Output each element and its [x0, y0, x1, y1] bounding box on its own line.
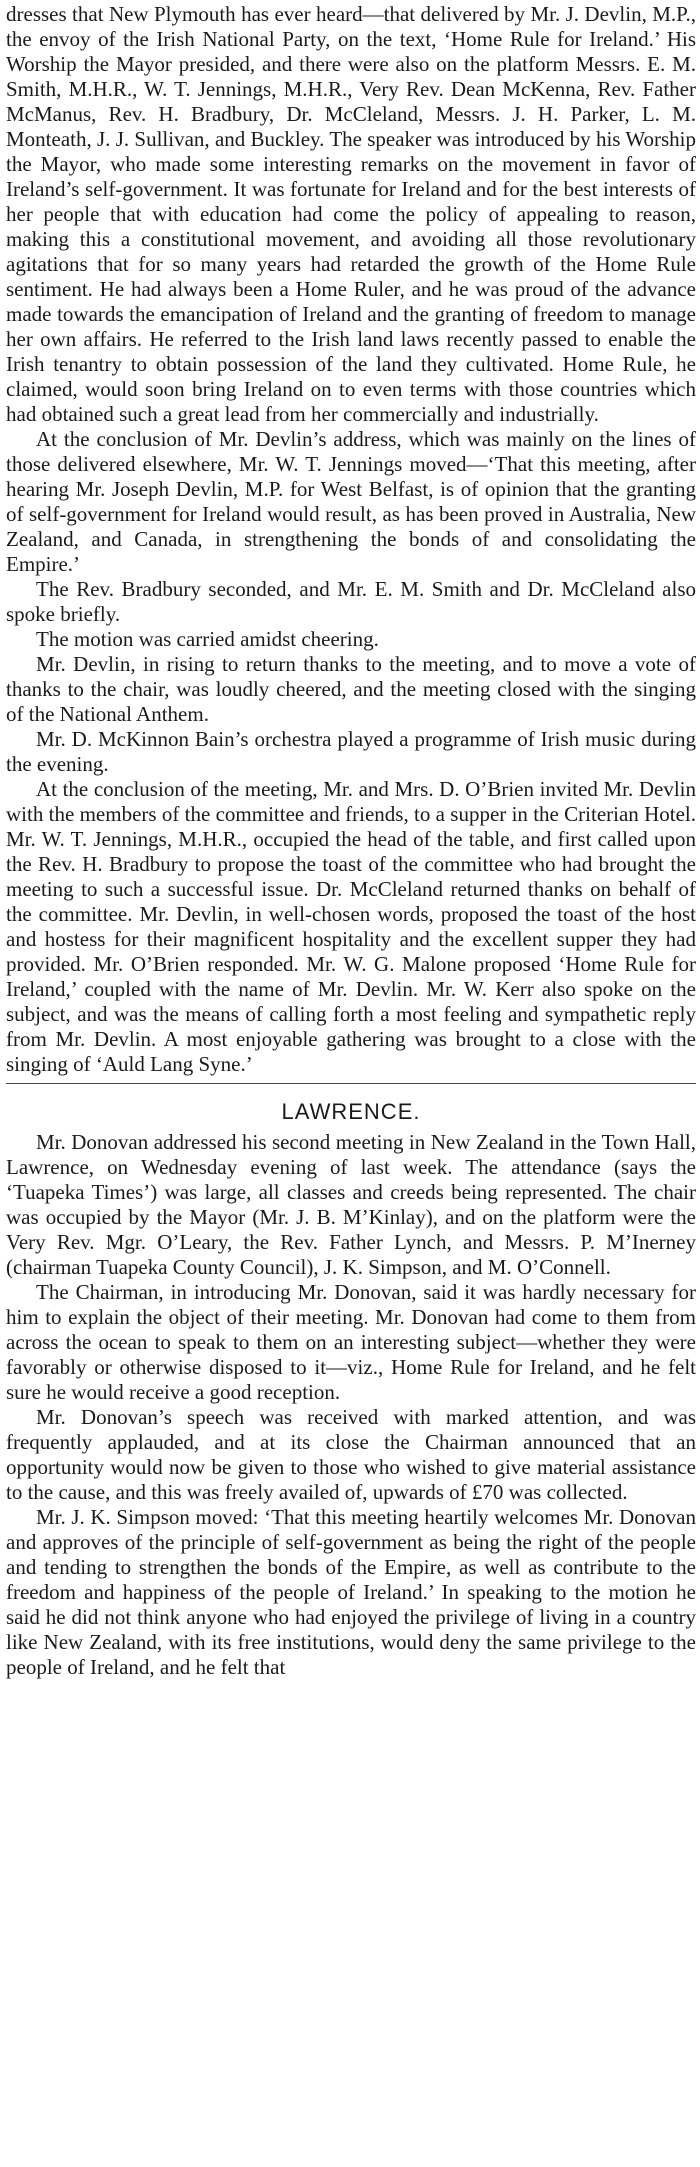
section-heading: LAWRENCE. [281, 1099, 421, 1124]
article-paragraph: Mr. Devlin, in rising to return thanks to the meeting, and to move a vote of thanks to the chair, was loudly cheered, and the meeting closed with the singing of the National Anthem. [6, 652, 696, 726]
section-divider [6, 1083, 696, 1084]
article-paragraph: The Rev. Bradbury seconded, and Mr. E. M. Smith and Dr. McCleland also spoke briefly. [6, 577, 696, 626]
article-lawrence [6, 1130, 696, 1680]
article-paragraph: dresses that New Plymouth has ever heard—that delivered by Mr. J. Devlin, M.P., the envoy of the Irish National Party, on the text, ‘Home Rule for Ireland.’ His Worship the Mayor presided, and there were also on the platform Messrs. E. M. Smith, M.H.R., W. T. Jennings, M.H.R., Very Rev. Dean McKenna, Rev. Father McManus, Rev. H. Bradbury, Dr. McCleland, Messrs. J. H. Parker, L. M. Monteath, J. J. Sullivan, and Buckley. The speaker was introduced by his Worship the Mayor, who made some interesting remarks on the movement in favor of Ireland’s self-government. It was fortunate for Ireland and for the best interests of her people that with education had come the policy of appealing to reason, making this a constitutional movement, and avoiding all those revolutionary agitations that for so many years had retarded the growth of the Home Rule sentiment. He had always been a Home Ruler, and he was proud of the advance made towards the emancipation of Ireland and the granting of freedom to manage her own affairs. He referred to the Irish land laws recently passed to enable the Irish tenantry to obtain possession of the land they cultivated. Home Rule, he claimed, would soon bring Ireland on to even terms with those countries which had obtained such a great lead from her commercially and industrially. [6, 2, 696, 426]
article-paragraph: The motion was carried amidst cheering. [36, 627, 379, 651]
article-paragraph: Mr. D. McKinnon Bain’s orchestra played a programme of Irish music during the evening. [6, 727, 696, 776]
article-paragraph: At the conclusion of the meeting, Mr. and Mrs. D. O’Brien invited Mr. Devlin with the members of the committee and friends, to a supper in the Criterian Hotel. Mr. W. T. Jennings, M.H.R., occupied the head of the table, and first called upon the Rev. H. Bradbury to propose the toast of the committee who had brought the meeting to such a successful issue. Dr. McCleland returned thanks on behalf of the committee. Mr. Devlin, in well-chosen words, proposed the toast of the host and hostess for their magnificent hospitality and the excellent supper they had provided. Mr. O’Brien responded. Mr. W. G. Malone proposed ‘Home Rule for Ireland,’ coupled with the name of Mr. Devlin. Mr. W. Kerr also spoke on the subject, and was the means of calling forth a most feeling and sympathetic reply from Mr. Devlin. A most enjoyable gathering was brought to a close with the singing of ‘Auld Lang Syne.’ [6, 777, 696, 1076]
article-paragraph: Mr. Donovan’s speech was received with marked attention, and was frequently applauded, and at its close the Chairman announced that an opportunity would now be given to those who wished to give material assistance to the cause, and this was freely availed of, upwards of £70 was collected. [6, 1405, 696, 1504]
article-paragraph: Mr. J. K. Simpson moved: ‘That this meeting heartily welcomes Mr. Donovan and approves of the principle of self-government as being the right of the people and tending to strengthen the bonds of the Empire, as well as contribute to the freedom and happiness of the people of Ireland.’ In speaking to the motion he said he did not think anyone who had enjoyed the privilege of living in a country like New Zealand, with its free institutions, would deny the same privilege to the people of Ireland, and he felt that [6, 1505, 696, 1679]
article-paragraph: Mr. Donovan addressed his second meeting in New Zealand in the Town Hall, Lawrence, on Wednesday evening of last week. The attendance (says the ‘Tuapeka Times’) was large, all classes and creeds being represented. The chair was occupied by the Mayor (Mr. J. B. M’Kinlay), and on the platform were the Very Rev. Mgr. O’Leary, the Rev. Father Lynch, and Messrs. P. M’Inerney (chairman Tuapeka County Council), J. K. Simpson, and M. O’Connell. [6, 1130, 696, 1279]
article-paragraph: The Chairman, in introducing Mr. Donovan, said it was hardly necessary for him to explain the object of their meeting. Mr. Donovan had come to them from across the ocean to speak to them on an interesting subject—whether they were favorably or otherwise disposed to it—viz., Home Rule for Ireland, and he felt sure he would receive a good reception. [6, 1280, 696, 1404]
article-new-plymouth [6, 2, 696, 1077]
article-paragraph: At the conclusion of Mr. Devlin’s address, which was mainly on the lines of those delivered elsewhere, Mr. W. T. Jennings moved—‘That this meeting, after hearing Mr. Joseph Devlin, M.P. for West Belfast, is of opinion that the granting of self-government for Ireland would result, as has been proved in Australia, New Zealand, and Canada, in strengthening the bonds of and consolidating the Empire.’ [6, 427, 696, 576]
